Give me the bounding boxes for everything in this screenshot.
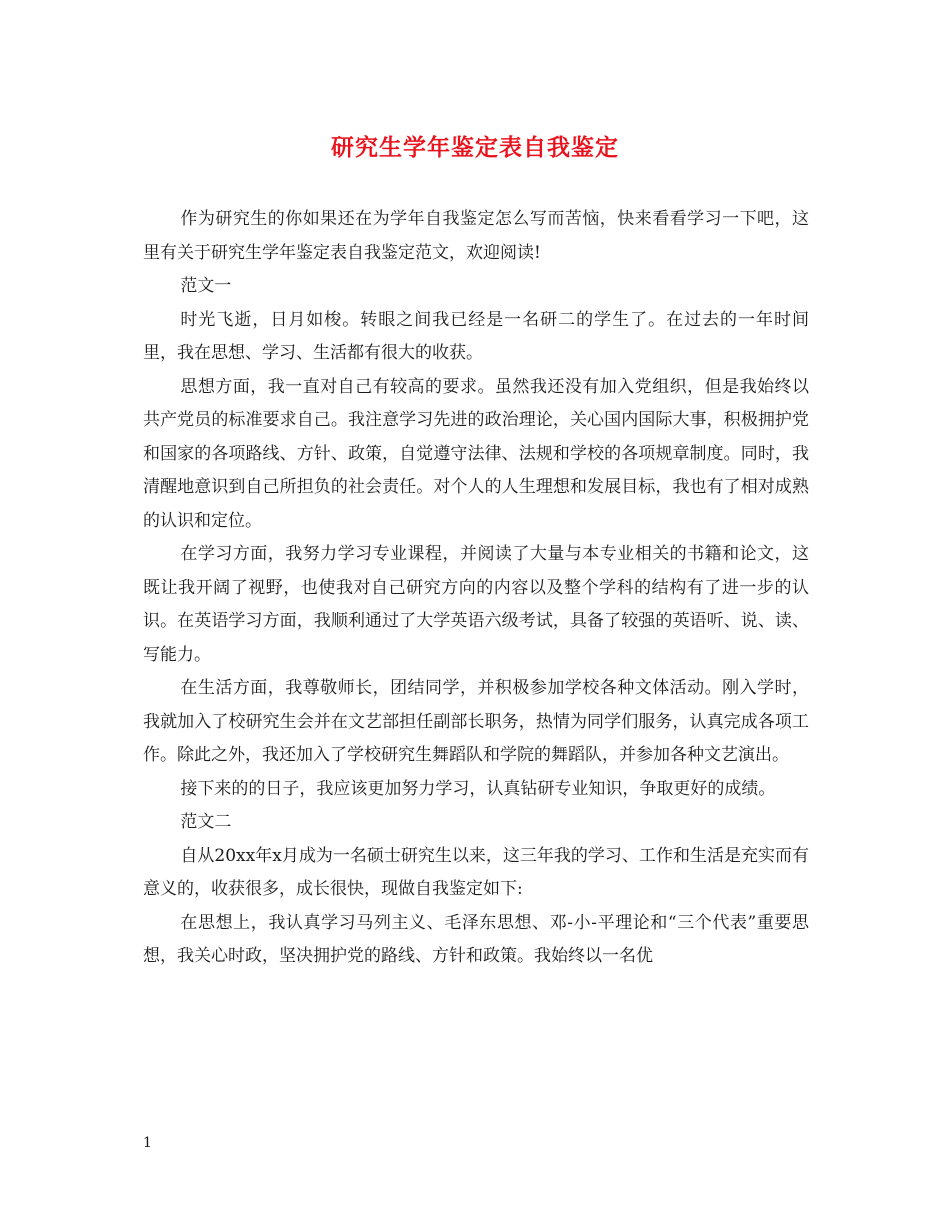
body-paragraph: 在思想上，我认真学习马列主义、毛泽东思想、邓-小-平理论和“三个代表”重要思想，我关心时政，坚决拥护党的路线、方针和政策。我始终以一名优 [143,912,809,966]
body-paragraph: 在学习方面，我努力学习专业课程，并阅读了大量与本专业相关的书籍和论文，这既让我开阔了视野，也使我对自己研究方向的内容以及整个学科的结构有了进一步的认识。在英语学习方面，我顺利通过了大学英语六级考试，具备了较强的英语听、说、读、写能力。 [143,544,809,665]
body-paragraph: 思想方面，我一直对自己有较高的要求。虽然我还没有加入党组织，但是我始终以共产党员的标准要求自己。我注意学习先进的政治理论，关心国内国际大事，积极拥护党和国家的各项路线、方针、政策，自觉遵守法律、法规和学校的各项规章制度。同时，我清醒地意识到自己所担负的社会责任。对个人的人生理想和发展目标，我也有了相对成熟的认识和定位。 [143,376,809,531]
page-number: 1 [143,1135,152,1151]
sample-heading-1: 范文一 [180,276,232,296]
body-paragraph: 接下来的的日子，我应该更加努力学习，认真钻研专业知识，争取更好的成绩。 [180,778,776,799]
body-paragraph: 自从20xx年x月成为一名硕士研究生以来，这三年我的学习、工作和生活是充实而有意义的，收获很多，成长很快，现做自我鉴定如下: [143,845,809,899]
document-title: 研究生学年鉴定表自我鉴定 [331,134,619,161]
body-paragraph: 时光飞逝，日月如梭。转眼之间我已经是一名研二的学生了。在过去的一年时间里，我在思想、学习、生活都有很大的收获。 [143,309,809,363]
intro-paragraph: 作为研究生的你如果还在为学年自我鉴定怎么写而苦恼，快来看看学习一下吧，这里有关于研究生学年鉴定表自我鉴定范文，欢迎阅读! [143,209,809,263]
body-paragraph: 在生活方面，我尊敬师长，团结同学，并积极参加学校各种文体活动。刚入学时，我就加入了校研究生会并在文艺部担任副部长职务，热情为同学们服务，认真完成各项工作。除此之外，我还加入了学校研究生舞蹈队和学院的舞蹈队，并参加各种文艺演出。 [143,678,809,765]
sample-heading-2: 范文二 [180,812,232,832]
document-body [143,203,809,974]
